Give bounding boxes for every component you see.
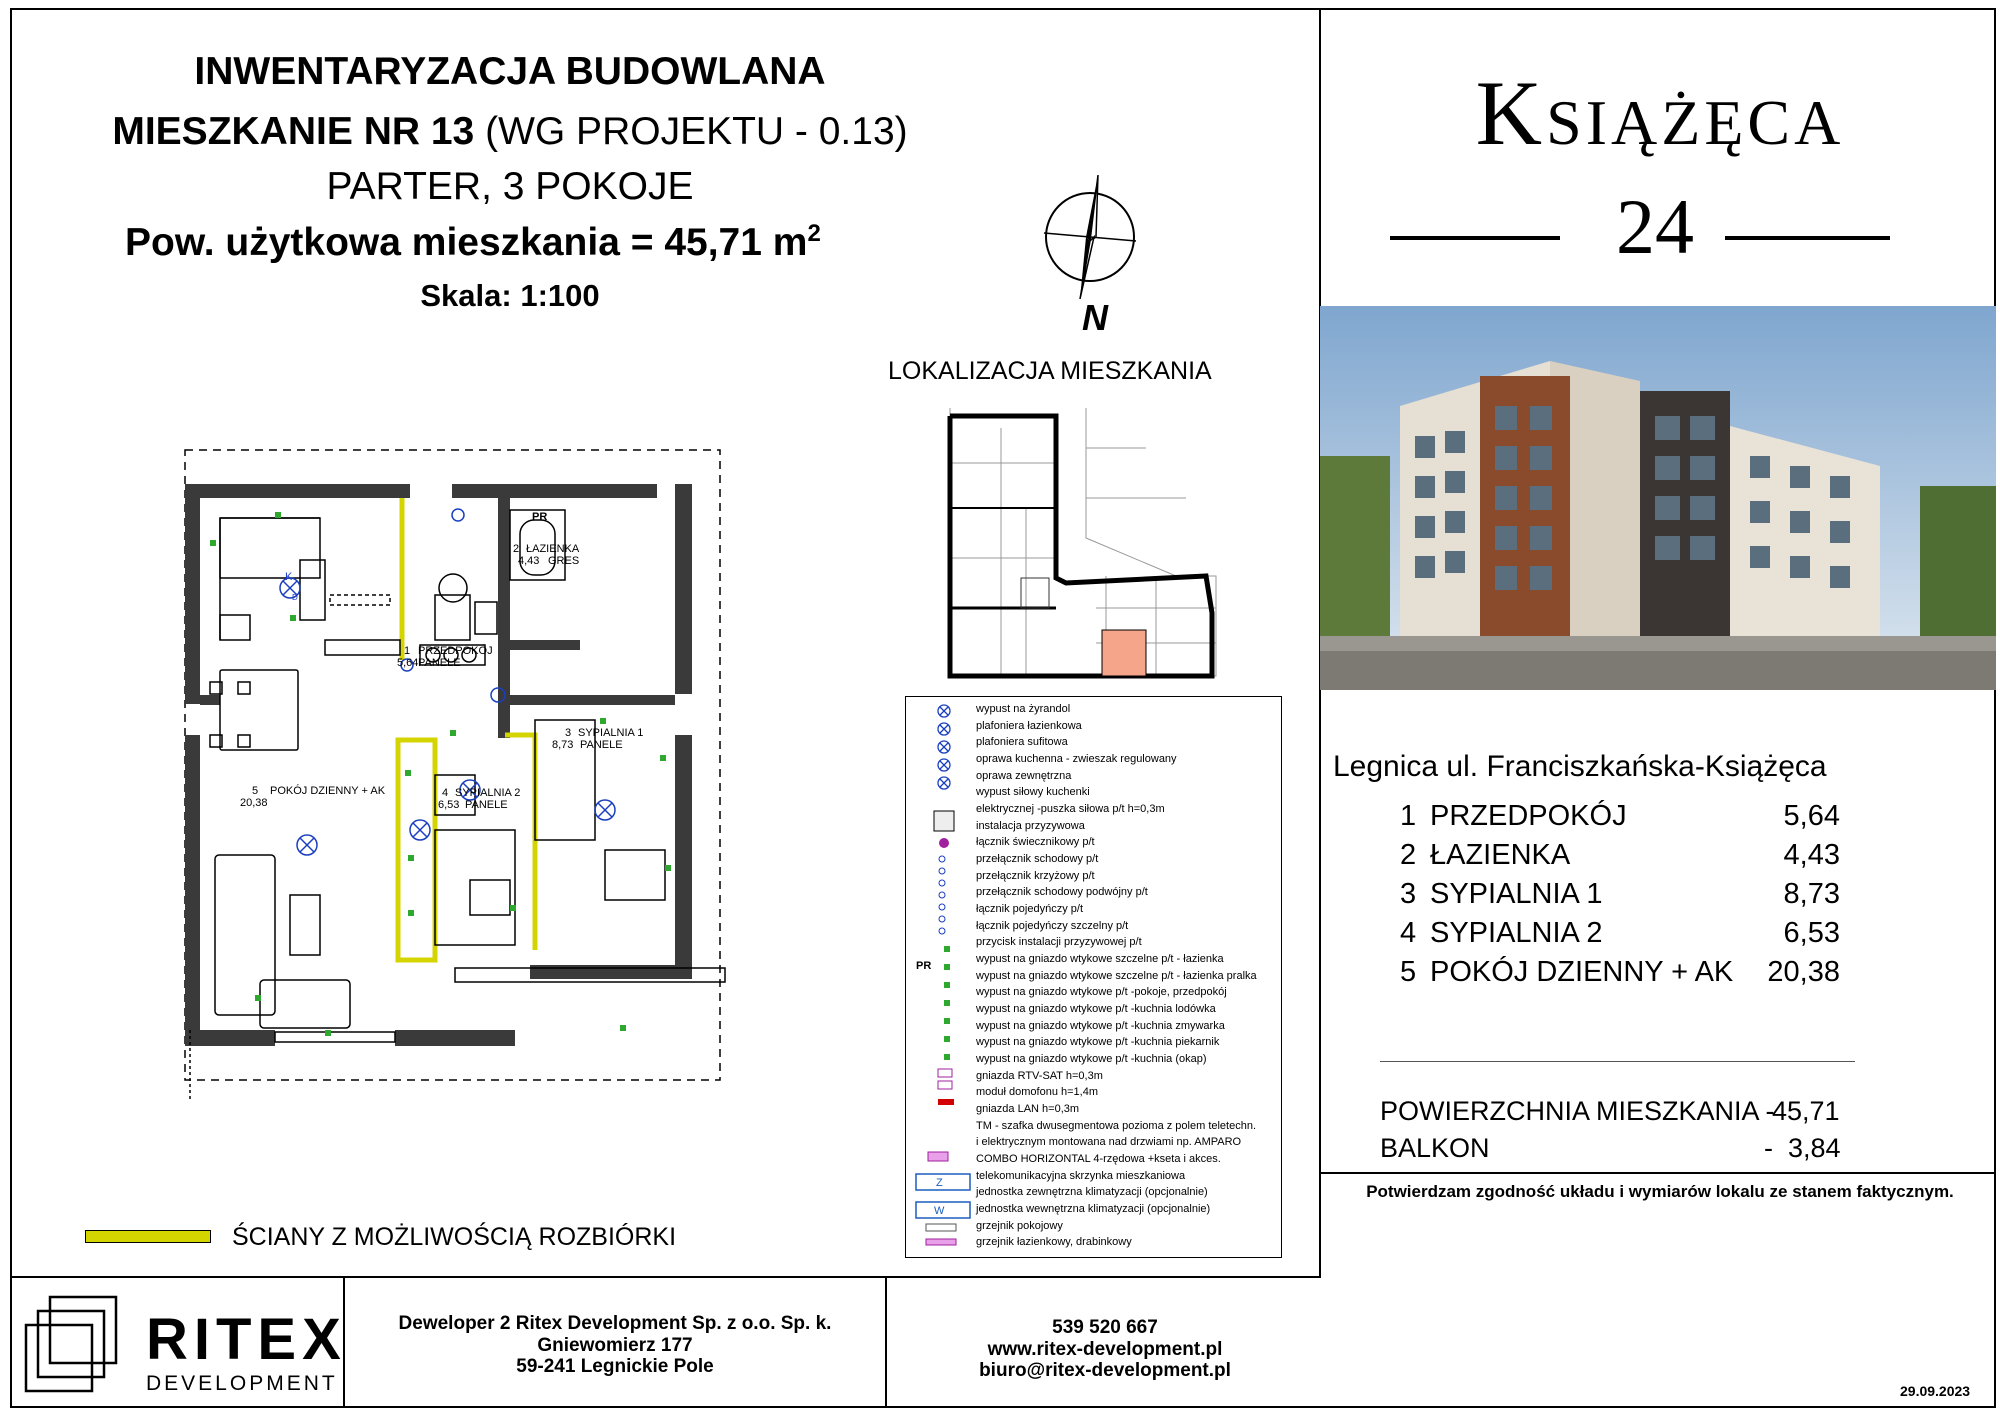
pr-label: PR <box>532 511 548 523</box>
r3-floor: PANELE <box>580 739 623 751</box>
developer-line-2: Gniewomierz 177 <box>537 1335 693 1356</box>
balcony-value: - 3,84 <box>1764 1133 1841 1163</box>
date: 29.09.2023 <box>1900 1383 1971 1399</box>
legend-item: wypust siłowy kuchenki <box>976 786 1090 799</box>
logo-name: RITEX <box>146 1307 347 1372</box>
legend-item: TM - szafka dwusegmentowa pozioma z polem teletechn. <box>976 1119 1257 1132</box>
legend-item: wypust na gniazdo wtykowe szczelne p/t - łazienka pralka <box>976 969 1257 982</box>
legend-item: plafoniera sufitowa <box>976 736 1068 749</box>
r4-name: SYPIALNIA 2 <box>455 787 521 799</box>
apartment-highlight <box>1102 630 1146 676</box>
north-label: N <box>1082 297 1108 335</box>
room-row <box>1400 917 1840 953</box>
title-line-1: INWENTARYZACJA BUDOWLANA <box>194 50 826 93</box>
room-row <box>1400 839 1840 875</box>
scale: Skala: 1:100 <box>420 278 600 313</box>
room-number: 3 <box>1400 878 1417 910</box>
r4-num: 4 <box>442 787 449 799</box>
legend-item: wypust na gniazdo wtykowe p/t -kuchnia piekarnik <box>976 1036 1220 1049</box>
legend-item: instalacja przyzywowa <box>976 819 1085 832</box>
apartment-total-value: 45,71 <box>1772 1096 1840 1126</box>
legend-item: i elektrycznym montowana nad drzwiami np. AMPARO <box>976 1136 1242 1149</box>
legend-item: jednostka zewnętrzna klimatyzacji (opcjonalnie) <box>976 1186 1208 1199</box>
email-link[interactable]: biuro@ritex-development.pl <box>979 1360 1231 1381</box>
room-name: SYPIALNIA 1 <box>1430 878 1603 910</box>
r4-area: 6,53 <box>438 799 460 811</box>
r5-num: 5 <box>252 785 259 797</box>
room-name: POKÓJ DZIENNY + AK <box>1430 956 1734 988</box>
legend-z: Z <box>936 1177 943 1189</box>
legend-icons <box>914 703 974 1253</box>
r3-name: SYPIALNIA 1 <box>578 727 644 739</box>
legend-item: wypust na gniazdo wtykowe p/t -pokoje, przedpokój <box>976 986 1227 999</box>
r5-name: POKÓJ DZIENNY + AK <box>270 785 386 797</box>
balcony-label: BALKON <box>1380 1133 1490 1163</box>
room-name: PRZEDPOKÓJ <box>1430 800 1627 832</box>
confirmation-text: Potwierdzam zgodność układu i wymiarów lokalu ze stanem faktycznym. <box>1366 1182 1954 1201</box>
r4-floor: PANELE <box>465 799 508 811</box>
legend-item: telekomunikacyjna skrzynka mieszkaniowa <box>976 1169 1186 1182</box>
removable-walls-label: ŚCIANY Z MOŻLIWOŚCIĄ ROZBIÓRKI <box>232 1223 677 1251</box>
room-number: 2 <box>1400 839 1417 871</box>
brand-name: Książęca <box>1475 62 1845 164</box>
legend-w: W <box>934 1205 945 1217</box>
legend-item: przełącznik schodowy p/t <box>976 853 1099 865</box>
legend-item: oprawa kuchenna - zwieszak regulowany <box>976 753 1177 765</box>
rooms-table <box>1400 800 1840 1000</box>
brand-line-left <box>1390 236 1560 240</box>
legend-item: łącznik pojedyńczy szczelny p/t <box>976 919 1129 932</box>
r3-num: 3 <box>565 727 572 739</box>
phone: 539 520 667 <box>1052 1317 1158 1338</box>
legend-item: grzejnik łazienkowy, drabinkowy <box>976 1236 1132 1249</box>
legend-item: wypust na gniazdo wtykowe p/t -kuchnia lodówka <box>976 1003 1216 1015</box>
kitchen-k-label: K <box>285 571 293 583</box>
r1-name: PRZEDPOKÓJ <box>418 645 493 657</box>
title-line-2 <box>40 110 980 154</box>
room-area: 5,64 <box>1783 800 1840 832</box>
usable-area-label: Pow. użytkowa mieszkania = 45,71 m <box>125 221 808 264</box>
legend-item: łącznik świecznikowy p/t <box>976 836 1095 849</box>
developer-line-3: 59-241 Legnickie Pole <box>516 1356 714 1377</box>
r5-area: 20,38 <box>240 797 268 809</box>
title-line-3: PARTER, 3 POKOJE <box>326 165 694 208</box>
legend-item: wypust na gniazdo wtykowe szczelne p/t - łazienka <box>976 953 1224 965</box>
room-number: 1 <box>1400 800 1417 832</box>
location-map <box>946 408 1226 684</box>
brand-number: 24 <box>1616 183 1694 270</box>
room-area: 8,73 <box>1783 878 1840 910</box>
room-row <box>1400 878 1840 914</box>
r2-floor: GRES <box>548 555 580 567</box>
legend-item: gniazda LAN h=0,3m <box>976 1103 1080 1115</box>
r1-floor: PANELE <box>418 657 461 669</box>
room-number: 5 <box>1400 956 1417 988</box>
apartment-number: MIESZKANIE NR 13 <box>112 110 475 153</box>
website-link[interactable]: www.ritex-development.pl <box>987 1339 1223 1360</box>
r1-area: 5,64 <box>397 657 419 669</box>
room-area: 20,38 <box>1767 956 1840 988</box>
r2-area: 4,43 <box>518 555 540 567</box>
developer-line-1: Deweloper 2 Ritex Development Sp. z o.o. Sp. k. <box>398 1313 832 1334</box>
room-row <box>1400 956 1840 992</box>
room-area: 6,53 <box>1783 917 1840 949</box>
room-number: 4 <box>1400 917 1417 949</box>
removable-walls-swatch <box>85 1230 211 1243</box>
legend-item: wypust na żyrandol <box>976 703 1071 715</box>
apartment-total-label: POWIERZCHNIA MIESZKANIA - <box>1380 1096 1775 1126</box>
legend-item: przycisk instalacji przyzywowej p/t <box>976 936 1142 949</box>
legend-item: grzejnik pokojowy <box>976 1219 1063 1232</box>
totals-divider <box>1380 1061 1855 1062</box>
project-number: (WG PROJEKTU - 0.13) <box>485 110 908 153</box>
legend-item: jednostka wewnętrzna klimatyzacji (opcjonalnie) <box>976 1203 1211 1215</box>
north-arrow-icon <box>1030 175 1150 335</box>
symbols-legend <box>905 696 1282 1258</box>
legend-item: łącznik pojedyńczy p/t <box>976 903 1083 915</box>
legend-item: COMBO HORIZONTAL 4-rzędowa +kseta i akces. <box>976 1153 1221 1165</box>
r2-num: 2 <box>513 543 520 555</box>
floor-plan <box>180 440 730 1100</box>
room-area: 4,43 <box>1783 839 1840 871</box>
area-unit-sup: 2 <box>807 220 821 247</box>
location-label: LOKALIZACJA MIESZKANIA <box>888 357 1212 385</box>
room-name: ŁAZIENKA <box>1430 839 1571 871</box>
logo-subtitle: DEVELOPMENT <box>146 1372 338 1395</box>
room-row <box>1400 800 1840 836</box>
r2-name: ŁAZIENKA <box>526 543 580 555</box>
legend-list <box>976 703 1276 1253</box>
legend-item: elektrycznej -puszka siłowa p/t h=0,3m <box>976 803 1165 815</box>
legend-item: moduł domofonu h=1,4m <box>976 1086 1098 1099</box>
legend-item: przełącznik krzyżowy p/t <box>976 869 1095 882</box>
brand-line-right <box>1725 236 1890 240</box>
footer-divider-2 <box>885 1276 887 1408</box>
legend-item: przełącznik schodowy podwójny p/t <box>976 886 1148 899</box>
legend-item: wypust na gniazdo wtykowe p/t -kuchnia (okap) <box>976 1053 1207 1065</box>
room-name: SYPIALNIA 2 <box>1430 917 1603 949</box>
legend-item: gniazda RTV-SAT h=0,3m <box>976 1069 1103 1082</box>
legend-item: wypust na gniazdo wtykowe p/t -kuchnia zmywarka <box>976 1019 1225 1032</box>
legend-item: oprawa zewnętrzna <box>976 769 1072 782</box>
r1-num: 1 <box>404 645 411 657</box>
legend-pr: PR <box>916 960 932 972</box>
address: Legnica ul. Franciszkańska-Książęca <box>1333 750 1827 783</box>
ritex-logo-icon <box>22 1293 122 1397</box>
info-box-bottom <box>1320 1172 1996 1174</box>
r3-area: 8,73 <box>552 739 574 751</box>
legend-item: plafoniera łazienkowa <box>976 719 1082 732</box>
usable-area <box>125 220 821 265</box>
footer-divider <box>10 1276 1320 1278</box>
building-rendering <box>1320 306 1996 690</box>
kitchen-d-label: D <box>292 593 298 602</box>
